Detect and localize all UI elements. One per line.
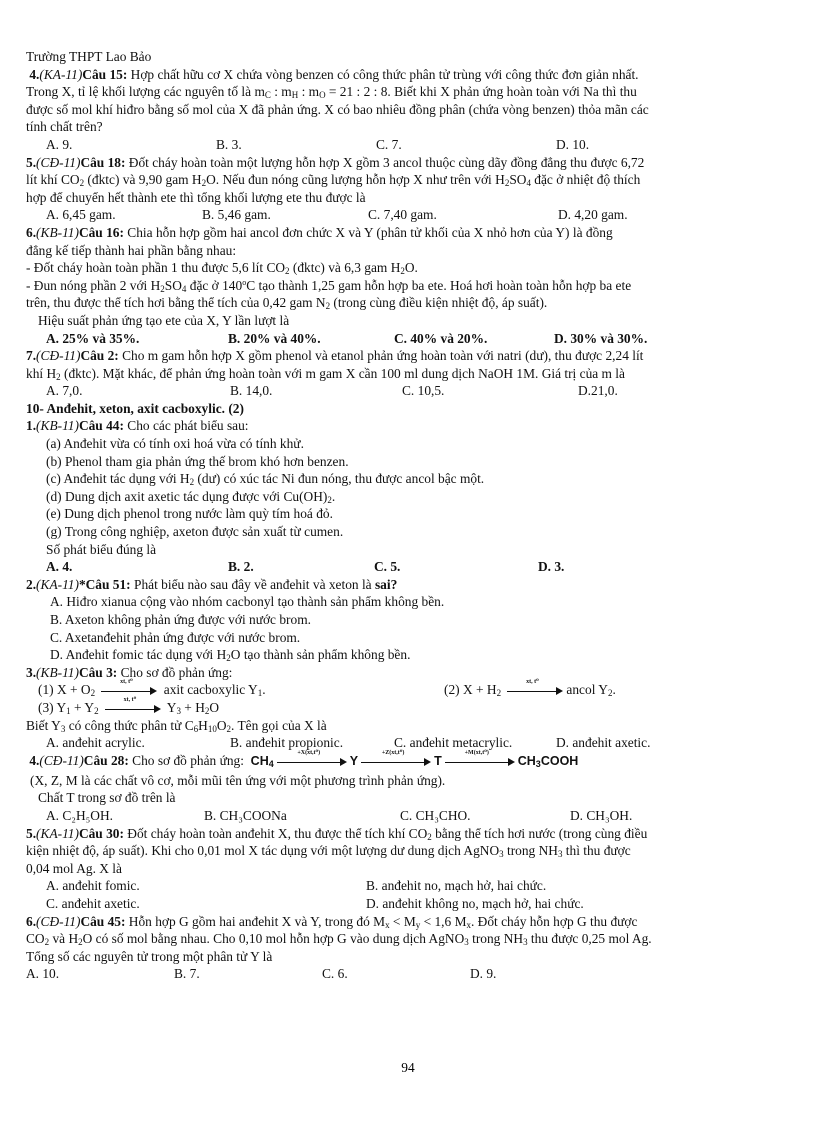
option-a[interactable]: A. 6,45 gam. (46, 207, 116, 223)
question-text-line: Số phát biểu đúng là (46, 541, 157, 557)
option-a[interactable]: A. 10. (26, 966, 60, 982)
text: trong NH (503, 843, 558, 859)
text: SO (509, 172, 527, 188)
option-d[interactable]: D. anđehit axetic. (556, 735, 651, 751)
text: + Y (70, 699, 95, 715)
text: Đốt cháy hoàn toàn anđehit X, thu được thể tích khí CO (123, 825, 428, 841)
question-text-line: lít khí $CO_2$ (đktc) và 9,90 gam $H_2O$. Nếu đun nóng cũng lượng hỗn hợp X như trên với $H_2SO_4$ đặc ở nhiệt độ thích (26, 172, 641, 189)
option-c[interactable]: C. anđehit axetic. (46, 895, 140, 911)
question-label: Câu 15: (82, 66, 128, 82)
text: (2) X + H (444, 682, 497, 698)
text: Biết Y (26, 717, 61, 733)
question-30: 5.(KA-11)Câu 30: Đốt cháy hoàn toàn anđehit X, thu được thể tích khí $CO_2$ bằng thể tích hơi nước (trong cùng điều (26, 825, 648, 842)
option-c[interactable]: C. 10,5. (402, 383, 445, 399)
text: (dư) có xúc tác Ni đun nóng, thu được ancol bậc một. (194, 471, 485, 487)
option-c[interactable]: C. anđehit metacrylic. (394, 735, 513, 751)
text: - Đốt cháy hoàn toàn phần 1 thu được 5,6 lít CO (26, 260, 286, 276)
option-a[interactable]: A. Hiđro xianua cộng vào nhóm cacbonyl tạo thành sản phẩm không bền. (50, 594, 445, 610)
text: H (198, 717, 208, 733)
question-number: 6. (26, 913, 37, 929)
reaction-arrow-icon (105, 696, 161, 714)
question-tag: (KB-11) (36, 418, 79, 434)
text: C tạo thành 1,25 gam hỗn hợp ba ete. Hoá hơi hoàn toàn hỗn hợp ba ete (246, 277, 632, 293)
text: CO (26, 931, 45, 947)
question-number: 5. (26, 154, 37, 170)
text: đặc ở nhiệt độ thích (530, 172, 641, 188)
question-text-line: - Đốt cháy hoàn toàn phần 1 thu được 5,6 lít $CO_2$ (đktc) và 6,3 gam $H_2O$. (26, 260, 418, 277)
text: (c) Anđehit tác dụng với H (46, 471, 190, 487)
arrow-label: +M(xt,t⁰) (464, 749, 489, 756)
text: Hỗn hợp G gồm hai anđehit X và Y, trong đó M (125, 913, 386, 929)
question-tag: (KB-11) (36, 224, 79, 240)
reaction-arrow-icon (101, 679, 157, 696)
question-text-line: 0,04 mol Ag. X là (26, 860, 122, 876)
document-page (26, 48, 798, 983)
option-d[interactable]: D. CH₃OH. (570, 807, 633, 823)
arrow-label: +X(xt,t⁰) (297, 749, 321, 756)
option-b[interactable]: B. 5,46 gam. (202, 207, 271, 223)
option-a[interactable]: A. anđehit fomic. (46, 878, 140, 894)
text: trên, thu được thể tích hơi bằng thể tích của 0,42 gam N (26, 295, 326, 311)
question-text: Đốt cháy hoàn toàn một lượng hỗn hợp X gồm 3 ancol thuộc cùng dãy đồng đẳng thu được 6,72 (125, 154, 645, 170)
text: và H (49, 931, 79, 947)
text: bằng thể tích hơi nước (trong cùng điều (431, 825, 648, 841)
option-d[interactable]: D. 30% và 30%. (554, 330, 648, 346)
option-d[interactable]: D. Anđehit fomic tác dụng với $H_2O$ tạo thành sản phẩm không bền. (50, 647, 411, 664)
option-c[interactable]: C. 5. (374, 559, 401, 575)
option-b[interactable]: B. CH₃COONa (204, 807, 287, 823)
option-d[interactable]: D.21,0. (578, 383, 618, 399)
option-a[interactable]: A. C₂H₅OH. (46, 807, 113, 823)
option-d[interactable]: D. 4,20 gam. (558, 207, 628, 223)
question-number: 2. (26, 576, 37, 592)
question-number: 4. (29, 66, 40, 82)
question-tag: (CĐ-11) (36, 348, 81, 364)
text: (trong cùng điều kiện nhiệt độ, áp suất). (330, 295, 548, 311)
answer-options (26, 382, 798, 400)
option-d[interactable]: D. 9. (470, 966, 497, 982)
text: : m (298, 84, 320, 100)
statement-g: (g) Trong công nghiệp, axeton được sản xuất từ cumen. (46, 524, 344, 540)
text: O (209, 699, 220, 715)
option-a[interactable]: A. 9. (46, 136, 73, 152)
reaction-line-1-2: (1) $X + O_2$ xt, t⁰ axit cacboxylic $Y_1$. (2) $X + H_2$ xt, t⁰ ancol $Y_2$. (38, 679, 616, 699)
option-a[interactable]: A. anđehit acrylic. (46, 735, 145, 751)
question-text-line: được số mol khí hiđro bằng số mol của X đã phản ứng. X có bao nhiêu đồng phân (chứa vòng benzen) thỏa mãn các (26, 101, 649, 117)
scheme-ch4: $CH_4$ (250, 753, 274, 769)
question-number: 4. (29, 752, 40, 768)
question-text: Cho m gam hỗn hợp X gồm phenol và etanol phản ứng hoàn toàn với natri (dư), thu được 2,24 lít (118, 348, 644, 364)
option-c[interactable]: C. 40% và 20%. (394, 330, 488, 346)
text: Trong X, tỉ lệ khối lượng các nguyên tố là m (26, 84, 265, 100)
reaction-line-3: (3) $Y_1 + Y_2$ xt, t⁰ $Y_3 + H_2O$ (38, 696, 220, 716)
question-text-line: $CO_2$ và $H_2O$ có số mol bằng nhau. Cho 0,10 mol hỗn hợp G vào dung dịch AgNO$_3$ trong $NH_3$ thu được 0,25 mol Ag. (26, 931, 652, 948)
text: kiện nhiệt độ, áp suất). Khi cho 0,01 mol X tác dụng với một lượng dư dung dịch AgNO (26, 843, 500, 859)
text: lít khí CO (26, 172, 80, 188)
option-b[interactable]: B. 3. (216, 136, 242, 152)
text: (đktc). Mặt khác, để phản ứng hoàn toàn với m gam X cần 100 ml dung dịch NaOH 1M. Giá trị của m là (60, 365, 625, 381)
answer-options (26, 965, 798, 983)
option-c[interactable]: C. 7. (376, 136, 402, 152)
question-label: Câu 16: (78, 224, 124, 240)
text: . Đốt cháy hỗn hợp G thu được (470, 913, 638, 929)
page-number: 94 (401, 1060, 415, 1075)
reaction-arrow-icon (361, 749, 431, 767)
arrow-label: +Z(xt,t⁰) (381, 749, 405, 756)
question-text-line: Tổng số các nguyên tử trong một phân tử Y là (26, 948, 273, 964)
text: . (331, 488, 336, 504)
question-number: 5. (26, 825, 37, 841)
question-text: Cho sơ đồ phản ứng: (117, 664, 233, 680)
question-label: Câu 28: (83, 752, 129, 768)
question-text-line: đẳng kế tiếp thành hai phần bằng nhau: (26, 242, 237, 258)
option-b[interactable]: B. anđehit no, mạch hở, hai chức. (366, 878, 547, 894)
option-b[interactable]: B. Axeton không phản ứng được với nước brom. (50, 612, 311, 627)
school-header: Trường THPT Lao Bảo (26, 49, 152, 64)
question-label: *Câu 51: (78, 576, 131, 592)
question-text: Cho sơ đồ phản ứng: (128, 752, 244, 768)
question-tag: (CĐ-11) (36, 913, 81, 929)
text: thì thu được (562, 843, 631, 859)
question-tag: (CĐ-11) (36, 154, 81, 170)
question-tag: (KA-11) (36, 576, 79, 592)
section-heading: 10- Anđehit, xeton, axit cacboxylic. (2) (26, 400, 244, 416)
question-text: Cho các phát biểu sau: (123, 418, 249, 434)
question-tag: (KA-11) (36, 825, 79, 841)
question-51 (26, 576, 798, 594)
question-text-line: (X, Z, M là các chất vô cơ, mỗi mũi tên ứng với một phương trình phản ứng). (30, 772, 446, 788)
text: SO (164, 277, 182, 293)
question-16 (26, 224, 798, 242)
text: (đktc) và 9,90 gam H (84, 172, 202, 188)
text: CH (517, 753, 536, 768)
question-28 (26, 749, 798, 772)
option-d[interactable]: D. 3. (538, 559, 565, 575)
option-b[interactable]: B. anđehit propionic. (230, 735, 344, 751)
option-a[interactable]: A. 25% và 35%. (46, 330, 140, 346)
question-text: Phát biểu nào sau đây về anđehit và xeton là (130, 576, 375, 592)
question-44 (26, 417, 798, 435)
reaction-arrow-icon (277, 749, 347, 767)
statement-e: (e) Dung dịch phenol trong nước làm quỳ tím hoá đỏ. (46, 506, 333, 522)
text: < M (389, 913, 416, 929)
question-text: Chia hỗn hợp gồm hai ancol đơn chức X và Y (phân tử khối của X nhỏ hơn của Y) là đồng (123, 224, 613, 240)
question-number: 1. (26, 418, 37, 434)
text: = 21 : 2 : 8. Biết khi X phản ứng hoàn toàn với Na thì thu (325, 84, 637, 100)
reaction-arrow-icon (445, 749, 515, 767)
option-d[interactable]: D. anđehit không no, mạch hở, hai chức. (366, 895, 584, 911)
option-c[interactable]: C. 7,40 gam. (368, 207, 437, 223)
text: trong NH (468, 931, 524, 947)
answer-options (26, 895, 798, 913)
text: COOH (540, 753, 579, 768)
option-b[interactable]: B. 20% và 40%. (228, 330, 321, 346)
question-text-line: - Đun nóng phần 2 với $H_2SO_4$ đặc ở 140$^o$C tạo thành 1,25 gam hỗn hợp ba ete. Hoá hơi hoàn toàn hỗn hợp ba ete (26, 277, 632, 294)
text: . (612, 682, 616, 698)
answer-options (26, 330, 798, 348)
text: có công thức phân tử C (65, 717, 194, 733)
question-text-line: hợp để chuyển hết thành ete thì tổng khối lượng ete thu được là (26, 189, 366, 205)
question-label: Câu 3: (78, 664, 118, 680)
text: D. Anđehit fomic tác dụng với H (50, 647, 227, 663)
question-text-line: Trong X, tỉ lệ khối lượng các nguyên tố là $m_C$ : $m_H$ : $m_O = 21$ : 2 : 8. Biết khi X phản ứng hoàn toàn với Na thì thu (26, 84, 637, 101)
question-label: Câu 18: (80, 154, 126, 170)
question-18 (26, 154, 798, 172)
option-b[interactable]: B. 7. (174, 966, 200, 982)
text: < 1,6 M (420, 913, 467, 929)
question-text-line: Hiệu suất phản ứng tạo ete của X, Y lần lượt là (38, 312, 290, 328)
question-45: 6.(CĐ-11)Câu 45: Hỗn hợp G gồm hai anđehit X và Y, trong đó $M_x < M_y < 1,6$ $M_x$. Đốt cháy hỗn hợp G thu được (26, 913, 638, 930)
question-number: 3. (26, 664, 37, 680)
question-text-line: Chất T trong sơ đồ trên là (38, 790, 176, 806)
answer-options (26, 136, 798, 154)
question-label: Câu 44: (78, 418, 124, 434)
question-number: 7. (26, 348, 37, 364)
text: . (262, 682, 266, 698)
text: (3) Y (38, 699, 67, 715)
text: O có số mol bằng nhau. Cho 0,10 mol hỗn hợp G vào dung dịch AgNO (82, 931, 465, 947)
text: (1) X + O (38, 682, 91, 698)
answer-options (26, 558, 798, 576)
text: O tạo thành sản phẩm không bền. (230, 647, 411, 663)
text: CH (250, 753, 269, 768)
text: O (216, 717, 227, 733)
keyword-sai: sai? (374, 576, 398, 592)
question-tag: (KB-11) (36, 664, 79, 680)
question-15 (26, 66, 798, 84)
arrow-label: xt, t⁰ (120, 679, 133, 686)
statement-b: (b) Phenol tham gia phản ứng thế brom khó hơn benzen. (46, 453, 349, 469)
reaction-arrow-icon (507, 679, 563, 696)
question-text: Hợp chất hữu cơ X chứa vòng benzen có công thức phân tử trùng với công thức đơn giản nhất. (127, 66, 639, 82)
text: . Tên gọi của X là (231, 717, 327, 733)
text: : m (270, 84, 292, 100)
option-d[interactable]: D. 10. (556, 136, 590, 152)
option-c[interactable]: C. Axetanđehit phản ứng được với nước brom. (50, 629, 301, 645)
text: axit cacboxylic Y (163, 682, 258, 698)
text: (d) Dung dịch axit axetic tác dụng được với Cu(OH) (46, 488, 328, 504)
text: thu được 0,25 mol Ag. (527, 931, 652, 947)
question-text-line: trên, thu được thể tích hơi bằng thể tích của 0,42 gam $N_2$ (trong cùng điều kiện nhiệt độ, áp suất). (26, 295, 548, 312)
text: đặc ở 140 (186, 277, 243, 293)
option-a[interactable]: A. 4. (46, 559, 73, 575)
option-a[interactable]: A. 7,0. (46, 383, 83, 399)
question-label: Câu 2: (80, 348, 119, 364)
option-b[interactable]: B. 14,0. (230, 383, 273, 399)
reaction-2: (2) $X + H_2$ xt, t⁰ ancol $Y_2$. (444, 679, 616, 699)
question-text-line: tính chất trên? (26, 119, 103, 135)
text: O. Nếu đun nóng cũng lượng hỗn hợp X như trên với H (206, 172, 505, 188)
text: - Đun nóng phần 2 với H (26, 277, 161, 293)
answer-options (26, 206, 798, 224)
question-text-line: khí $H_2$ (đktc). Mặt khác, để phản ứng hoàn toàn với m gam X cần 100 ml dung dịch NaOH 1M. Giá trị của m là (26, 365, 625, 382)
statement-a: (a) Anđehit vừa có tính oxi hoá vừa có tính khử. (46, 436, 304, 452)
question-label: Câu 30: (78, 825, 124, 841)
answer-options (26, 807, 798, 825)
text: O. (404, 260, 418, 276)
question-tag: (KA-11) (39, 66, 83, 82)
option-c[interactable]: C. CH₃CHO. (400, 807, 471, 823)
text: ancol Y (566, 682, 608, 698)
question-text-line: kiện nhiệt độ, áp suất). Khi cho 0,01 mol X tác dụng với một lượng dư dung dịch AgNO$_3$ trong $NH_3$ thì thu được (26, 843, 631, 860)
question-text-line: Biết $Y_3$ có công thức phân tử $C_6H_{10}O_2$. Tên gọi của X là (26, 717, 327, 734)
scheme-t: T (434, 753, 442, 768)
question-number: 6. (26, 224, 37, 240)
text: (đktc) và 6,3 gam H (289, 260, 401, 276)
statement-c: (c) Anđehit tác dụng với $H_2$ (dư) có xúc tác Ni đun nóng, thu được ancol bậc một. (46, 471, 485, 488)
text: Y (166, 699, 177, 715)
arrow-label: xt, t⁰ (123, 696, 137, 703)
question-tag: (CĐ-11) (39, 752, 84, 768)
option-b[interactable]: B. 2. (228, 559, 254, 575)
text: + H (180, 699, 205, 715)
scheme-y: Y (349, 753, 359, 768)
statement-d: (d) Dung dịch axit axetic tác dụng được với $Cu(OH)_2$. (46, 488, 336, 505)
question-label: Câu 45: (80, 913, 126, 929)
answer-options (26, 877, 798, 895)
scheme-acetic-acid: $CH_3COOH$ (517, 753, 579, 769)
arrow-label: xt, t⁰ (526, 679, 539, 686)
option-c[interactable]: C. 6. (322, 966, 348, 982)
text: khí H (26, 365, 57, 381)
question-2 (26, 347, 798, 365)
